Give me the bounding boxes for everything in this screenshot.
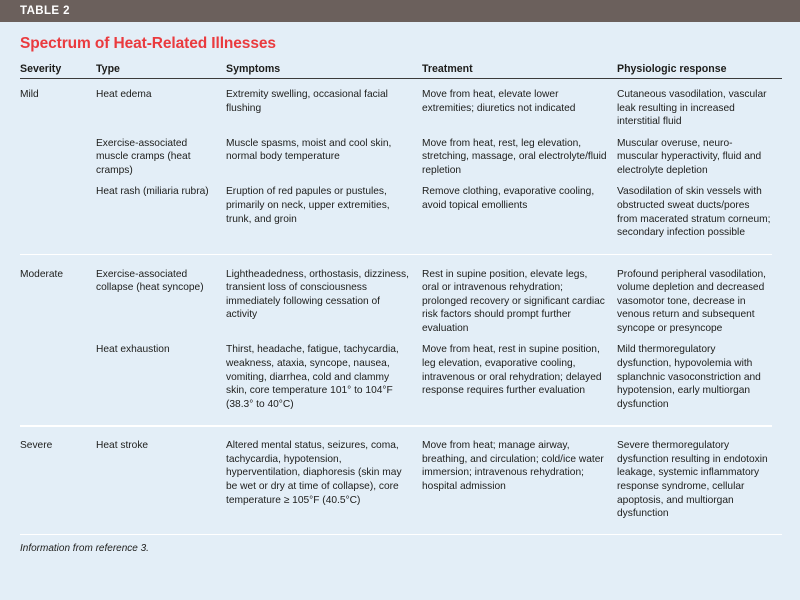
cell-physiologic: Severe thermoregulatory dysfunction resulting in endotoxin leakage, systemic inflammatory response syndrome, cellular apoptosis, and multiorgan dysfunction [617, 440, 768, 520]
cell-type: Exercise-associated collapse (heat syncope) [96, 268, 204, 294]
cell-treatment: Remove clothing, evaporative cooling, avoid topical emollients [422, 186, 595, 211]
table-header-row [20, 63, 782, 79]
table-body-rows [20, 79, 782, 530]
footnote-section [20, 534, 782, 554]
table-row [20, 430, 782, 529]
cell-type: Heat rash (miliaria rubra) [96, 186, 209, 198]
table-banner [0, 0, 800, 22]
cell-treatment: Move from heat, elevate lower extremities; diuretics not indicated [422, 89, 576, 114]
cell-severity: Severe [20, 440, 53, 452]
cell-severity [20, 129, 96, 178]
cell-type: Exercise-associated muscle cramps (heat cramps) [96, 137, 191, 176]
column-header-treatment: Treatment [422, 63, 617, 79]
table-number-label: TABLE 2 [20, 5, 70, 17]
cell-type: Heat stroke [96, 440, 149, 452]
cell-symptoms: Extremity swelling, occasional facial flushing [226, 89, 388, 114]
table-row [20, 259, 782, 336]
table-header [20, 63, 782, 79]
heat-related-illness-table [20, 63, 782, 530]
table-row [20, 129, 782, 178]
cell-symptoms: Eruption of red papules or pustules, primarily on neck, upper extremities, trunk, and groin [226, 186, 390, 225]
divider-line [20, 425, 772, 426]
cell-symptoms: Muscle spasms, moist and cool skin, normal body temperature [226, 137, 392, 163]
column-header-physiologic: Physiologic response [617, 63, 782, 79]
cell-type: Heat exhaustion [96, 344, 170, 356]
cell-symptoms: Thirst, headache, fatigue, tachycardia, weakness, ataxia, syncope, nausea, vomiting, diarrhea, cold and clammy skin, core temperature 101° to 104°F (38.3° to 40°C) [226, 344, 399, 410]
column-header-type: Type [96, 63, 226, 79]
column-header-symptoms: Symptoms [226, 63, 422, 79]
cell-treatment: Move from heat, rest in supine position, leg elevation, evaporative cooling, intravenous or oral rehydration; delayed response requires further evaluation [422, 344, 602, 397]
column-header-severity: Severity [20, 63, 96, 79]
cell-severity [20, 177, 96, 248]
table-body [0, 22, 800, 554]
cell-physiologic: Mild thermoregulatory dysfunction, hypovolemia with splanchnic vasoconstriction and hypotension, early multiorgan dysfunction [617, 344, 761, 410]
cell-physiologic: Vasodilation of skin vessels with obstructed sweat ducts/pores from macerated stratum corneum; secondary infection possible [617, 186, 771, 239]
cell-physiologic: Muscular overuse, neuro-muscular hyperactivity, fluid and electrolyte depletion [617, 137, 762, 176]
cell-severity: Mild [20, 89, 39, 101]
footnote-text: Information from reference 3. [20, 543, 149, 555]
section-divider [20, 420, 782, 430]
section-divider [20, 249, 782, 259]
cell-symptoms: Lightheadedness, orthostasis, dizziness, transient loss of consciousness immediately following cessation of activity [226, 268, 409, 321]
cell-physiologic: Profound peripheral vasodilation, volume depletion and decreased vasomotor tone, decrease in venous return and subsequent syncope or presyncope [617, 268, 766, 334]
cell-physiologic: Cutaneous vasodilation, vascular leak resulting in increased interstitial fluid [617, 89, 767, 128]
table-title: Spectrum of Heat-Related Illnesses [20, 35, 276, 52]
cell-severity [20, 335, 96, 420]
table-row [20, 335, 782, 420]
table-row [20, 177, 782, 248]
cell-type: Heat edema [96, 89, 152, 101]
cell-treatment: Move from heat, rest, leg elevation, stretching, massage, oral electrolyte/fluid repletion [422, 137, 607, 176]
cell-symptoms: Altered mental status, seizures, coma, tachycardia, hypotension, hyperventilation, diaphoresis (skin may be wet or dry at time of collapse), core temperature ≥ 105°F (40.5°C) [226, 440, 402, 506]
cell-treatment: Move from heat; manage airway, breathing, and circulation; cold/ice water immersion; intravenous rehydration; hospital admission [422, 440, 604, 492]
cell-severity: Moderate [20, 268, 64, 280]
divider-line [20, 254, 772, 255]
cell-treatment: Rest in supine position, elevate legs, oral or intravenous rehydration; prolonged recovery or significant cardiac risk factors should prompt further evaluation [422, 268, 605, 334]
table-row [20, 79, 782, 129]
